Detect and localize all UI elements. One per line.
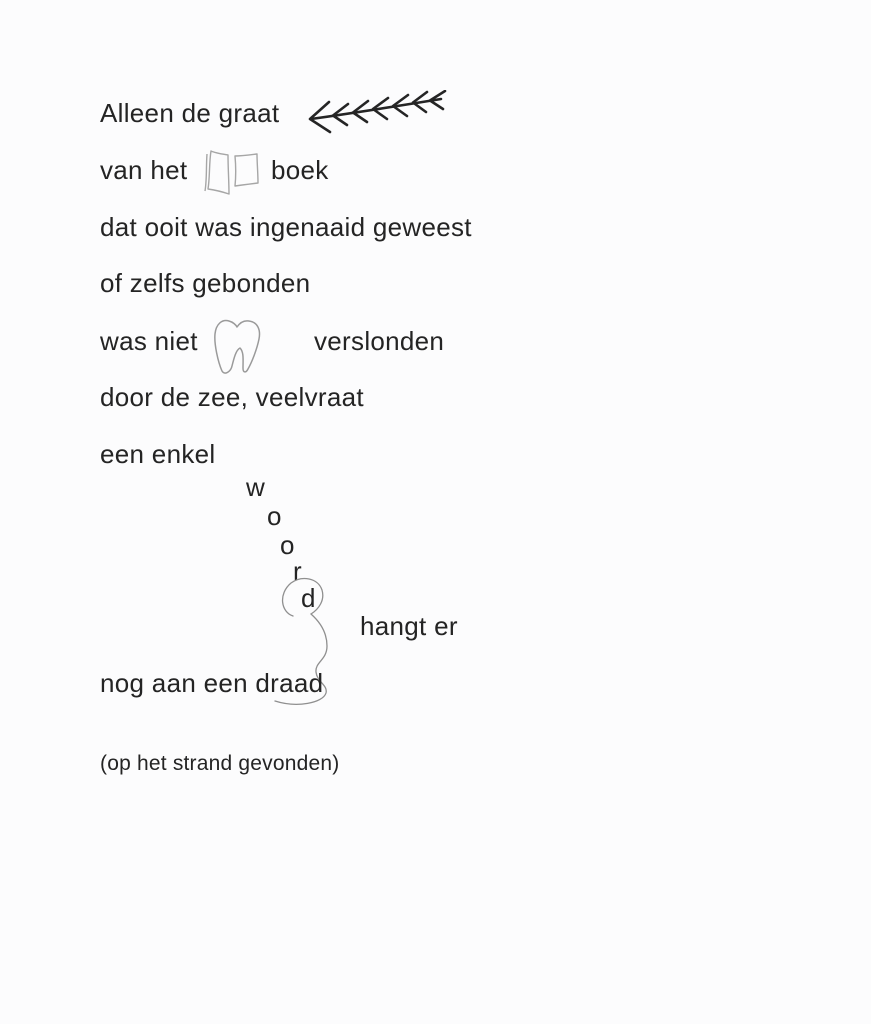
poem-line-5-after: verslonden bbox=[314, 326, 445, 356]
poem-line-2-after: boek bbox=[271, 155, 329, 185]
poem-line-2-before: van het bbox=[100, 155, 188, 185]
scattered-letter-o1: o bbox=[267, 501, 282, 531]
scattered-letter-w: w bbox=[246, 472, 265, 502]
scattered-letter-o2: o bbox=[280, 530, 295, 560]
poem-line-9: nog aan een draad bbox=[100, 668, 324, 698]
poem-line-3: dat ooit was ingenaaid geweest bbox=[100, 212, 472, 242]
open-book-icon bbox=[202, 147, 266, 199]
poem-line-8: hangt er bbox=[360, 611, 458, 641]
poem-line-7: een enkel bbox=[100, 439, 216, 469]
poem-line-6: door de zee, veelvraat bbox=[100, 382, 364, 412]
poem-line-5-before: was niet bbox=[100, 326, 198, 356]
fishbone-arrows-icon bbox=[303, 90, 448, 134]
scattered-letter-d: d bbox=[301, 583, 316, 613]
scattered-letter-r: r bbox=[293, 556, 302, 586]
poem-caption: (op het strand gevonden) bbox=[100, 752, 340, 775]
molar-tooth-icon bbox=[211, 316, 265, 378]
poem-line-1: Alleen de graat bbox=[100, 98, 280, 128]
poem-line-4: of zelfs gebonden bbox=[100, 268, 311, 298]
